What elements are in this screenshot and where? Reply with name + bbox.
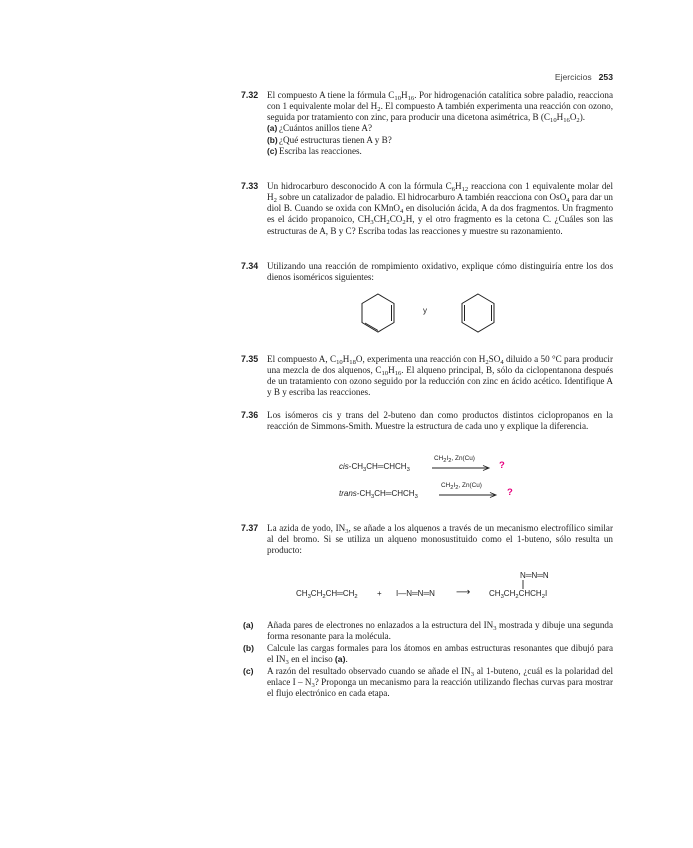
problem-7-36 bbox=[241, 410, 613, 432]
page-number: 253 bbox=[598, 72, 613, 82]
part-a: (a) Añada pares de electrones no enlazados a la estructura del $IN_3$ mostrada y dibuje una segunda forma resonante para la molécula. bbox=[243, 620, 613, 642]
problem-number: 7.36 bbox=[241, 410, 259, 420]
running-head bbox=[555, 72, 613, 82]
problem-text: Un hidrocarburo desconocido A con la fórmula $C_6H_{12}$ reacciona con 1 equivalente molar del $H_2$ sobre un catalizador de paladio. El hidrocarburo A también reacciona con OsO$_4$ para dar un diol B. Cuando se oxida con KMnO$_4$ en disolución ácida, A da dos fragmentos. Un fragmento es el ácido propanoico, $CH_3CH_2CO_2H$, y el otro fragmento es la cetona C. ¿Cuáles son las estructuras de A, B y C? Escriba todas las reacciones y muestre su razonamiento. bbox=[267, 181, 614, 236]
problem-text: Utilizando una reacción de rompimiento oxidativo, explique cómo distinguiría entre los dos dienos isoméricos siguientes: bbox=[267, 261, 613, 283]
problem-7-33 bbox=[241, 181, 613, 237]
section-title: Ejercicios bbox=[554, 72, 592, 82]
problem-number: 7.32 bbox=[241, 90, 259, 100]
trans-reactant: trans-$CH_3CH═CHCH_3$ bbox=[339, 489, 418, 500]
reaction-arrow: ⟶ bbox=[456, 587, 471, 598]
azide-product: $CH_3CH_2CHCH_2I$ bbox=[489, 589, 548, 600]
part-c: (c) A razón del resultado observado cuando se añade el $IN_3$ al 1-buteno, ¿cuál es la polaridad del enlace I – $N_3$? Proponga un mecanismo para la reacción utilizando flechas curvas para mostrar el flujo electrónico en cada etapa. bbox=[243, 666, 613, 699]
reagent-label: $CH_2I_2$, Zn(Cu) bbox=[434, 455, 475, 464]
reaction-arrow bbox=[439, 491, 499, 499]
diene-1-4-cyclohexadiene-structure bbox=[456, 291, 500, 335]
part-b: (b) Calcule las cargas formales para los átomos en ambas estructuras resonantes que dibujó para el $IN_3$ en el inciso (a). bbox=[243, 643, 613, 667]
cis-reactant: cis-$CH_3CH═CHCH_3$ bbox=[339, 462, 410, 473]
problem-7-37 bbox=[241, 523, 613, 556]
question-c: (c) Escriba las reacciones. bbox=[267, 145, 362, 156]
azide-substituent: N═N═N bbox=[520, 571, 549, 580]
unknown-product: ? bbox=[499, 460, 505, 471]
diene-1-3-cyclohexadiene-structure bbox=[356, 291, 400, 335]
problem-text: El compuesto A tiene la fórmula $C_{10}H_{16}$. Por hidrogenación catalítica sobre paladio, reacciona con 1 equivalente molar del $H_2$. El compuesto A también experimenta una reacción con ozono, seguida por tratamiento con zinc, para producir una dicetona asimétrica, B $(C_{10}H_{16}O_2)$. bbox=[267, 90, 614, 125]
problem-7-34 bbox=[241, 261, 613, 283]
plus-sign: + bbox=[377, 589, 382, 598]
diene-conjunction: y bbox=[423, 306, 427, 315]
butene-reactant: $CH_3CH_2CH═CH_2$ bbox=[296, 589, 358, 600]
problem-number: 7.33 bbox=[241, 181, 259, 191]
problem-text: El compuesto A, $C_{10}H_{18}O$, experimenta una reacción con $H_2SO_4$ diluido a 50 °C para producir una mezcla de dos alquenos, $C_{10}H_{16}$. El alqueno principal, B, sólo da ciclopentanona después de un tratamiento con ozono seguido por la reducción con zinc en ácido acético. Identifique A y B y escriba las reacciones. bbox=[267, 354, 613, 398]
problem-number: 7.34 bbox=[241, 261, 259, 271]
reaction-arrow bbox=[432, 464, 492, 472]
problem-number: 7.35 bbox=[241, 354, 259, 364]
reagent-label: $CH_2I_2$, Zn(Cu) bbox=[441, 482, 482, 491]
problem-number: 7.37 bbox=[241, 523, 259, 533]
unknown-product: ? bbox=[507, 487, 513, 498]
problem-text: La azida de yodo, $IN_3$, se añade a los alquenos a través de un mecanismo electrofílico similar al del bromo. Si se utiliza un alqueno monosustituido como el 1-buteno, sólo resulta un producto: bbox=[267, 523, 613, 556]
problem-text: Los isómeros cis y trans del 2-buteno dan como productos distintos ciclopropanos en la reacción de Simmons-Smith. Muestre la estructura de cada uno y explique la diferencia. bbox=[267, 410, 613, 432]
problem-7-35 bbox=[241, 354, 613, 399]
problem-7-32 bbox=[241, 90, 613, 157]
question-b: (b) ¿Qué estructuras tienen A y B? bbox=[267, 134, 392, 145]
iodine-azide: I—N═N═N bbox=[396, 589, 435, 598]
question-a: (a) ¿Cuántos anillos tiene A? bbox=[267, 123, 373, 134]
azide-bond-line bbox=[521, 580, 525, 590]
